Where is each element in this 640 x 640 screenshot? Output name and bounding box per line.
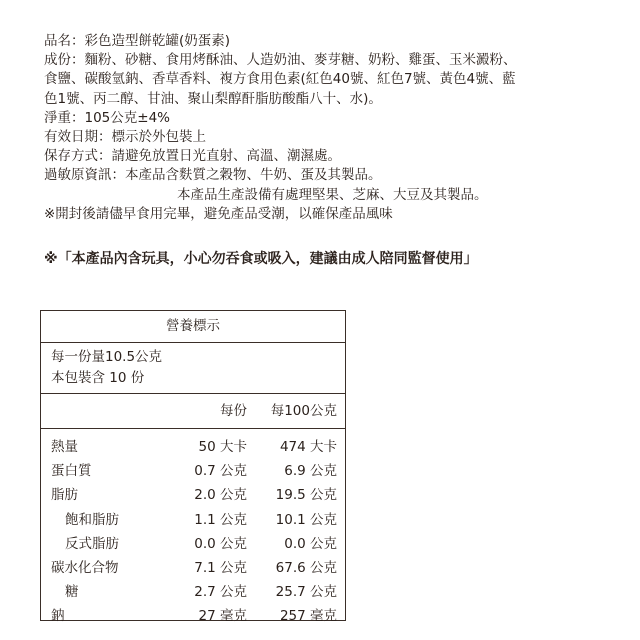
nutrition-row — [41, 508, 345, 532]
nutrient-per-100g: 10.1 公克 — [275, 511, 337, 528]
nutrient-per-100g: 67.6 公克 — [275, 559, 337, 576]
nutrition-column-header — [41, 394, 345, 429]
nutrient-per-serving: 2.0 公克 — [194, 487, 247, 504]
nutrient-name: 蛋白質 — [51, 463, 92, 480]
nutrition-row — [41, 483, 345, 507]
product-info-block — [44, 32, 614, 224]
nutrient-per-serving: 0.7 公克 — [194, 463, 247, 480]
ingredients-line-2: 食鹽、碳酸氫鈉、香草香料、複方食用色素(紅色40號、紅色7號、黃色4號、藍 — [44, 71, 516, 88]
nutrient-per-100g: 6.9 公克 — [284, 463, 337, 480]
nutrient-per-100g: 25.7 公克 — [275, 584, 337, 601]
nutrient-name: 糖 — [65, 584, 79, 601]
col-per-100g: 每100公克 — [270, 403, 337, 419]
nutrition-rows — [41, 429, 345, 629]
nutrient-per-serving: 2.7 公克 — [194, 584, 247, 601]
nutrient-per-serving: 0.0 公克 — [194, 535, 247, 552]
nutrient-name: 碳水化合物 — [51, 559, 119, 576]
nutrient-name: 飽和脂肪 — [65, 511, 119, 528]
nutrition-facts-table — [40, 310, 346, 625]
nutrition-title: 營養標示 — [41, 311, 345, 343]
net-weight: 淨重：105公克±4% — [44, 109, 170, 126]
nutrient-name: 脂肪 — [51, 487, 78, 504]
nutrient-name: 鈉 — [51, 608, 65, 625]
allergen-info-1: 過敏原資訊：本產品含麩質之穀物、牛奶、蛋及其製品。 — [44, 167, 382, 184]
expiry-date: 有效日期：標示於外包裝上 — [44, 129, 206, 146]
nutrition-row — [41, 435, 345, 459]
col-per-serving: 每份 — [220, 403, 247, 419]
serving-info — [41, 343, 345, 394]
nutrient-name: 熱量 — [51, 439, 78, 455]
nutrition-row — [41, 604, 345, 628]
servings-per-package: 本包裝含 10 份 — [51, 370, 145, 386]
nutrient-per-100g: 257 毫克 — [279, 608, 337, 625]
nutrition-row — [41, 556, 345, 580]
nutrient-per-serving: 7.1 公克 — [194, 559, 247, 576]
serving-size: 每一份量10.5公克 — [51, 349, 163, 365]
nutrition-row — [41, 459, 345, 483]
nutrition-row — [41, 532, 345, 556]
nutrient-per-serving: 1.1 公克 — [194, 511, 247, 528]
allergen-info-2: 本產品生產設備有處理堅果、芝麻、大豆及其製品。 — [177, 186, 488, 203]
nutrition-row — [41, 580, 345, 604]
nutrient-per-serving: 27 毫克 — [198, 608, 247, 625]
ingredients-line-3: 色1號、丙二醇、甘油、聚山梨醇酐脂肪酸酯八十、水)。 — [44, 90, 382, 107]
nutrient-per-serving: 50 大卡 — [198, 439, 247, 455]
nutrient-per-100g: 19.5 公克 — [275, 487, 337, 504]
ingredients-line-1: 成份：麵粉、砂糖、食用烤酥油、人造奶油、麥芽糖、奶粉、雞蛋、玉米澱粉、 — [44, 52, 517, 69]
nutrient-per-100g: 474 大卡 — [279, 439, 337, 455]
storage-instructions: 保存方式：請避免放置日光直射、高溫、潮濕處。 — [44, 148, 341, 165]
product-name: 品名：彩色造型餅乾罐(奶蛋素) — [44, 33, 231, 49]
nutrient-name: 反式脂肪 — [65, 535, 119, 552]
nutrient-per-100g: 0.0 公克 — [284, 535, 337, 552]
after-open-notice: ※開封後請儘早食用完畢，避免產品受潮，以確保產品風味 — [44, 205, 393, 222]
toy-warning: ※「本產品內含玩具，小心勿吞食或吸入，建議由成人陪同監督使用」 — [44, 251, 478, 267]
